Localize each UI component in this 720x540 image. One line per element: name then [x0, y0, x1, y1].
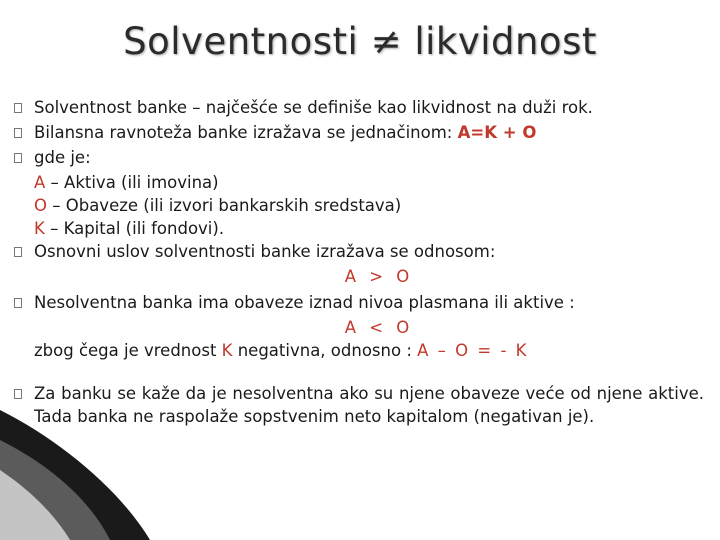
slide-title: Solventnosti ≠ likvidnost [123, 20, 597, 63]
definition-o: O – Obaveze (ili izvori bankarskih sredstava) [34, 196, 402, 215]
bullet-item [14, 382, 704, 428]
bullet-icon [14, 242, 34, 265]
bullet-text: gde je: [34, 148, 91, 167]
bullet-item [14, 121, 704, 146]
bullet-item [14, 240, 704, 265]
bullet-text: Solventnost banke – najčešće se definiše kao likvidnost na duži rok. [34, 98, 593, 117]
bullet-item [14, 291, 704, 316]
bullet-item [14, 96, 704, 121]
insolvency-formula: A < O [344, 318, 414, 337]
bullet-item [14, 146, 704, 171]
insolvency-explanation: zbog čega je vrednost K negativna, odnosno : A – O = - K [34, 341, 529, 360]
bullet-icon [14, 293, 34, 316]
bullet-icon [14, 123, 34, 146]
slide-content [14, 96, 704, 428]
bullet-icon [14, 98, 34, 121]
definition-k: K – Kapital (ili fondovi). [34, 219, 225, 238]
bullet-text: Nesolventna banka ima obaveze iznad nivoa plasmana ili aktive : [34, 293, 575, 312]
bullet-text: Za banku se kaže da je nesolventna ako su njene obaveze veće od njene aktive. Tada banka ne raspolaže sopstvenim neto kapitalom (negativan je). [34, 384, 704, 426]
solvency-formula: A > O [344, 267, 414, 286]
bullet-icon [14, 384, 34, 407]
bullet-icon [14, 148, 34, 171]
bullet-text: Osnovni uslov solventnosti banke izražava se odnosom: [34, 242, 496, 261]
definition-a: A – Aktiva (ili imovina) [34, 173, 219, 192]
balance-formula: A=K + O [457, 123, 537, 142]
bullet-text: Bilansna ravnoteža banke izražava se jednačinom: [34, 123, 458, 142]
